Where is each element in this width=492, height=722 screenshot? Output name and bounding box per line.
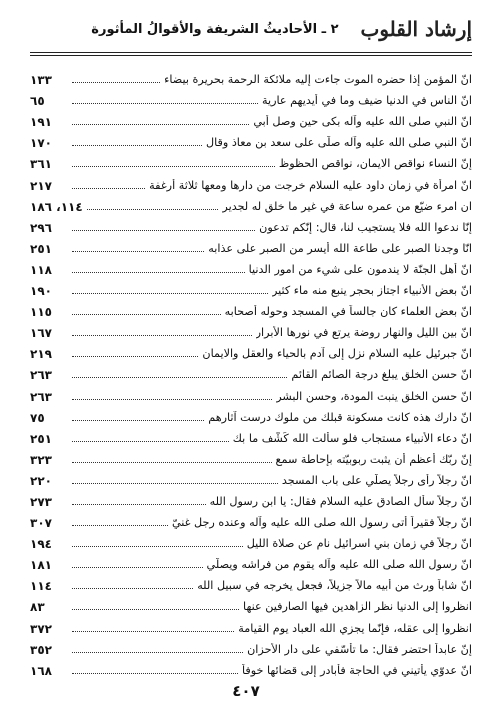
page-number: ٤٠٧ <box>232 682 260 700</box>
entry-page-number: ١٦٨ <box>30 663 52 678</box>
entry-page-number: ٧٥ <box>30 410 45 425</box>
dot-leader <box>72 567 203 568</box>
dot-leader <box>72 103 258 104</box>
index-entry <box>30 530 472 551</box>
entry-page-number: ٢٥١ <box>30 431 52 446</box>
index-entry <box>30 66 472 87</box>
entry-page-number: ٢٥١ <box>30 241 52 256</box>
entry-text: انّ رجلاً في زمان بني اسرائيل نام عن صلاة الليل <box>246 537 472 551</box>
entry-page-number: ١١٤ <box>30 579 52 594</box>
dot-leader <box>72 377 287 378</box>
entry-page-number: ٢٦٣ <box>30 389 52 404</box>
index-entry <box>30 298 472 319</box>
entry-text: انّ بين الليل والنهار روضة يرتع في نورها الأبرار <box>255 326 472 340</box>
entry-text: انّ شاباً ورث من أبيه مالاً جزيلاً، فجعل يخرجه في سبيل الله <box>197 579 472 593</box>
dot-leader <box>72 356 198 357</box>
entry-page-number: ٢١٧ <box>30 178 52 193</box>
index-entry <box>30 488 472 509</box>
entry-page-number: ١١٨ <box>30 262 52 277</box>
index-entry <box>30 108 472 129</box>
entry-text: انّ دارك هذه كانت مسكونة قبلك من ملوك درست آثارهم <box>208 410 472 424</box>
entry-page-number: ٣٧٢ <box>30 621 52 636</box>
entry-page-number: ٣٥٢ <box>30 642 52 657</box>
entry-page-number: ١٩١ <box>30 115 52 130</box>
dot-leader <box>72 230 255 231</box>
dot-leader <box>72 652 243 653</box>
entry-text: ان امرء ضيّع من عمره ساعة في غير ما خلق له لجدير <box>222 199 472 213</box>
dot-leader <box>72 124 249 125</box>
entry-text: انّ دعاء الأنبياء مستجاب فلو سألت الله كَشْف ما بك <box>232 431 472 445</box>
entry-page-number: ١٩٠ <box>30 284 52 299</box>
dot-leader <box>72 483 278 484</box>
entry-page-number: ٢٦٣ <box>30 368 52 383</box>
index-entry <box>30 509 472 530</box>
entry-text: انّ رجلاً فقيراً أتى رسول الله صلى الله عليه وآله وعنده رجل غنيّ <box>171 516 472 530</box>
entry-text: إنّا ندعوا الله فلا يستجيب لنا، قال: إنّكم تدعون <box>259 220 472 234</box>
entry-page-number: ١٩٤ <box>30 537 52 552</box>
entry-text: انّ بعض الأنبياء اجتاز بحجر ينبع منه ماء كثير <box>271 284 472 298</box>
entry-page-number: ١٣٣ <box>30 73 52 88</box>
entry-text: إنّ عابداً احتضر فقال: ما تأسّفي على دار الأحزان <box>247 642 472 656</box>
entry-text: انّ رجلاً سأل الصادق عليه السلام فقال: يا ابن رسول الله <box>209 494 472 508</box>
dot-leader <box>72 441 229 442</box>
dot-leader <box>72 420 204 421</box>
index-entry <box>30 277 472 298</box>
index-entry <box>30 593 472 614</box>
entry-page-number: ٢٩٦ <box>30 220 52 235</box>
entry-page-number: ١٧٠ <box>30 136 52 151</box>
index-entry <box>30 150 472 171</box>
entry-page-number: ١٨١ <box>30 558 52 573</box>
entry-text: إنّ ربّك أعظم أن يثبت ربوبيّته بإحاطة سمع <box>275 452 472 466</box>
header-rule-top <box>30 52 472 53</box>
index-entry <box>30 214 472 235</box>
dot-leader <box>72 335 252 336</box>
entry-text: انّا وجدنا الصبر على طاعة الله أيسر من الصبر على عذابه <box>208 241 472 255</box>
dot-leader <box>72 251 204 252</box>
entry-page-number: ١١٥ <box>30 305 52 320</box>
entry-page-number: ١٦٧ <box>30 326 52 341</box>
dot-leader <box>72 588 193 589</box>
index-entry <box>30 551 472 572</box>
index-entry <box>30 572 472 593</box>
entry-text: انّ الناس في الدنيا ضيف وما في أيديهم عارية <box>261 94 472 108</box>
index-entry <box>30 340 472 361</box>
entry-text: انّ النبي صلى الله عليه وآله بكى حين وصل أبي <box>253 115 472 129</box>
index-entry <box>30 636 472 657</box>
entry-text: انّ النبي صلى الله عليه وآله صلّى على سعد بن معاذ وقال <box>205 136 472 150</box>
entry-page-number: ٢١٩ <box>30 347 52 362</box>
entry-page-number: ٨٣ <box>30 600 45 615</box>
index-entry <box>30 319 472 340</box>
entry-text: انّ حسن الخلق ينبت المودة، وحسن البشر <box>276 389 472 403</box>
entry-text: انظروا إلى الدنيا نظر الزاهدين فيها الصارفين عنها <box>243 600 472 614</box>
index-entry <box>30 657 472 678</box>
dot-leader <box>72 166 275 167</box>
entry-page-number: ٦٥ <box>30 94 45 109</box>
index-entry <box>30 446 472 467</box>
dot-leader <box>72 272 245 273</box>
entry-text: انّ رسول الله صلى الله عليه وآله يقوم من فراشه ويصلّي <box>206 558 472 572</box>
dot-leader <box>72 462 272 463</box>
dot-leader <box>72 399 272 400</box>
index-entry <box>30 467 472 488</box>
entry-text: انّ المؤمن إذا حضره الموت جاءت إليه ملائكة الرحمة بحريرة بيضاء <box>164 73 472 87</box>
index-entry <box>30 425 472 446</box>
dot-leader <box>72 145 202 146</box>
index-entry <box>30 171 472 192</box>
dot-leader <box>72 188 145 189</box>
entry-page-number: ٢٧٣ <box>30 494 52 509</box>
entry-page-number: ٣٦١ <box>30 157 52 172</box>
dot-leader <box>72 673 238 674</box>
dot-leader <box>72 82 160 83</box>
dot-leader <box>72 314 221 315</box>
dot-leader <box>87 209 219 210</box>
book-logo: إرشاد القلوب <box>360 17 472 41</box>
index-entry <box>30 235 472 256</box>
entry-text: انّ حسن الخلق يبلغ درجة الصائم القائم <box>291 368 472 382</box>
index-entry <box>30 614 472 635</box>
entry-text: انّ رجلاً رأى رجلاً يصلّي على باب المسجد <box>281 473 472 487</box>
entry-page-number: ١١٤، ١٨٦ <box>30 199 83 214</box>
index-list <box>30 66 472 678</box>
dot-leader <box>72 631 234 632</box>
index-entry <box>30 404 472 425</box>
entry-page-number: ٣٢٣ <box>30 452 52 467</box>
entry-text: انّ بعض العلماء كان جالساً في المسجد وحوله أصحابه <box>224 305 472 319</box>
section-title: ٢ ـ الأحاديثُ الشريفة والأقوالُ المأثورة <box>91 21 339 37</box>
entry-text: انّ عدوّي يأتيني في الحاجة فأبادر إلى قضائها خوفاً <box>241 663 472 677</box>
dot-leader <box>72 546 243 547</box>
index-entry <box>30 361 472 382</box>
index-entry <box>30 382 472 403</box>
entry-text: انّ أهل الجنّة لا يندمون على شيء من امور الدنيا <box>248 262 472 276</box>
entry-page-number: ٣٠٧ <box>30 516 52 531</box>
dot-leader <box>72 504 206 505</box>
index-entry <box>30 129 472 150</box>
header-rule-bottom <box>30 55 472 56</box>
dot-leader <box>72 293 268 294</box>
index-entry <box>30 193 472 214</box>
entry-page-number: ٢٢٠ <box>30 473 52 488</box>
index-entry <box>30 87 472 108</box>
page-header <box>30 8 472 50</box>
entry-text: انّ جبرئيل عليه السلام نزل إلى آدم بالحياء والعقل والايمان <box>202 347 472 361</box>
dot-leader <box>72 609 239 610</box>
entry-text: انّ امرأة في زمان داود عليه السلام خرجت من دارها ومعها ثلاثة أرغفة <box>149 178 472 192</box>
dot-leader <box>72 525 168 526</box>
entry-text: إنّ النساء نواقص الايمان، نواقص الحظوظ <box>278 157 472 171</box>
entry-text: انظروا إلى عقله، فإنّما يجزي الله العباد يوم القيامة <box>238 621 472 635</box>
index-entry <box>30 256 472 277</box>
